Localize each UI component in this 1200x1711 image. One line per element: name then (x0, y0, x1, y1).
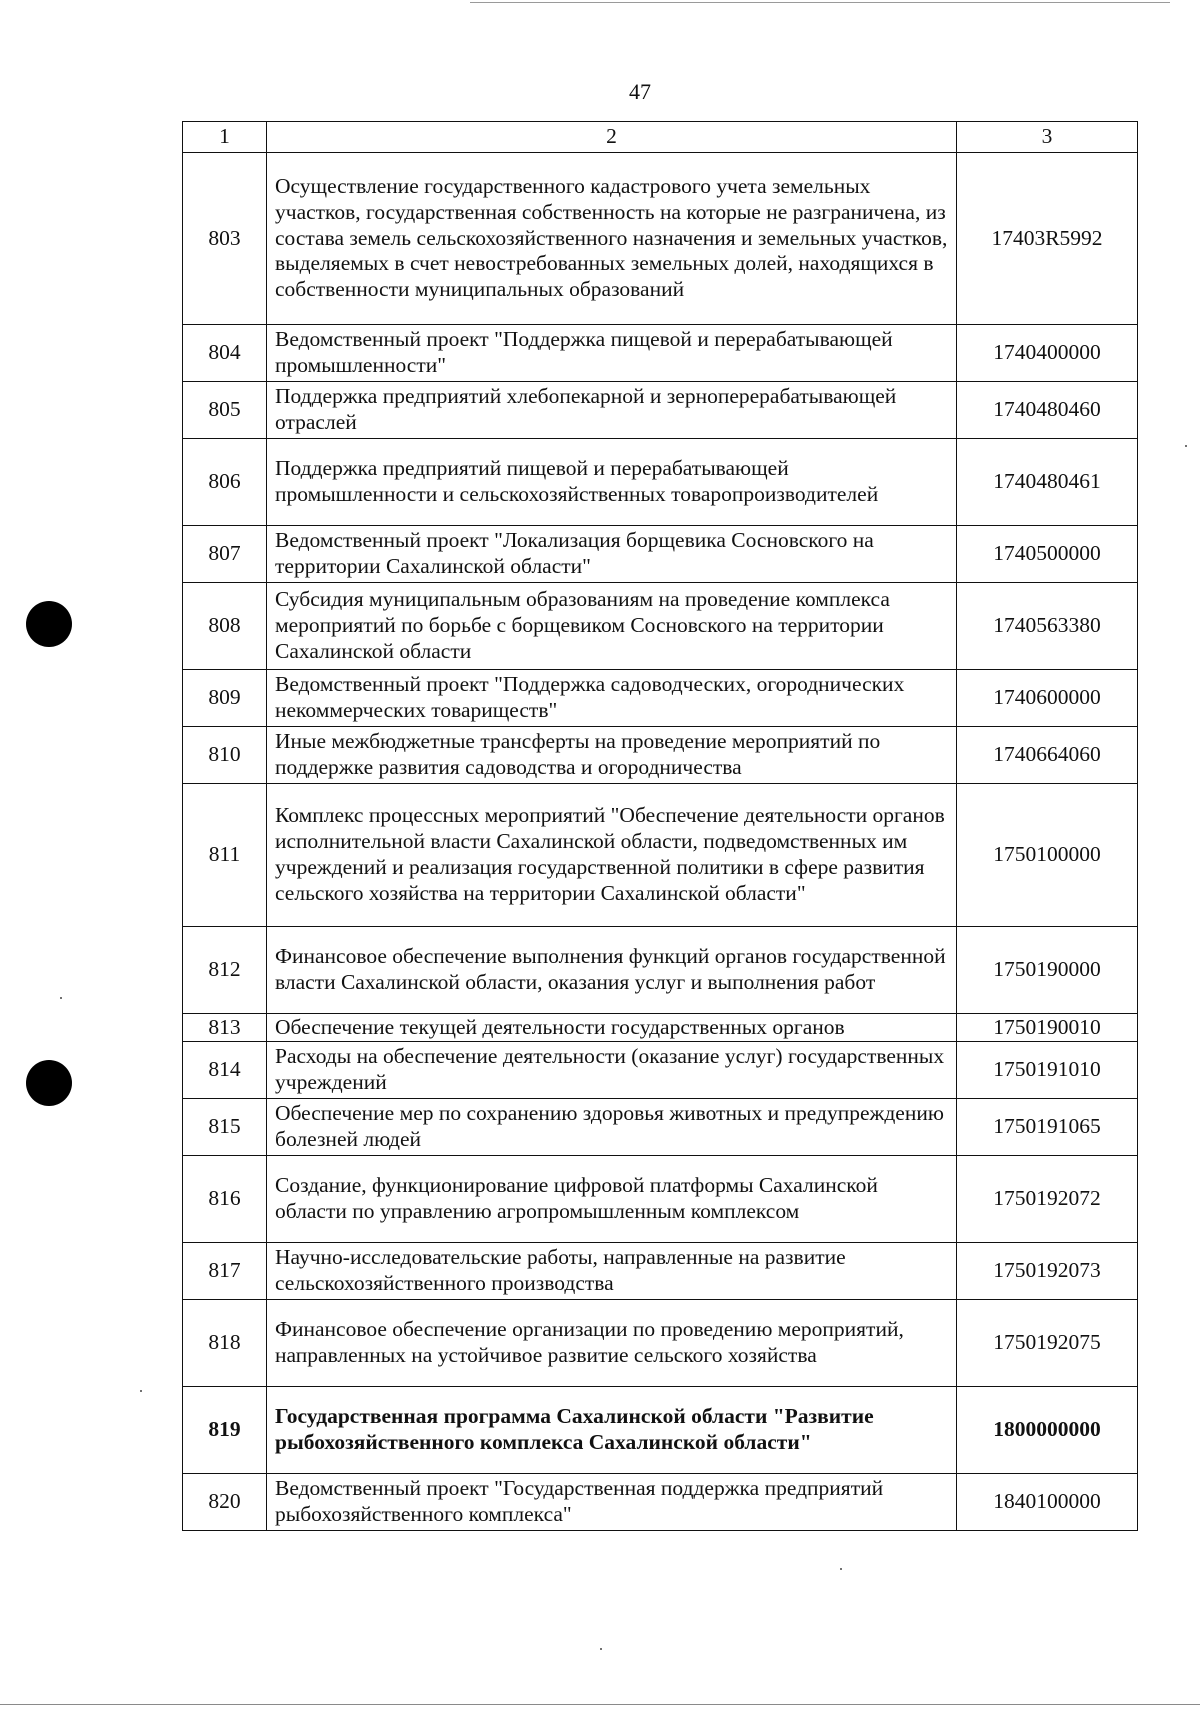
row-code-cell: 17403R5992 (957, 153, 1138, 325)
table-row (183, 439, 1138, 526)
punch-hole-mark (26, 1060, 72, 1106)
row-code-cell: 1750192073 (957, 1243, 1138, 1300)
column-header-1: 1 (183, 122, 267, 153)
row-number-cell: 808 (183, 583, 267, 670)
row-name-cell: Ведомственный проект "Локализация борщевика Сосновского на территории Сахалинской области" (267, 526, 957, 583)
row-code-cell: 1750191065 (957, 1099, 1138, 1156)
row-number-cell: 811 (183, 784, 267, 927)
table-row (183, 1014, 1138, 1042)
table-row (183, 583, 1138, 670)
row-name-cell: Ведомственный проект "Государственная поддержка предприятий рыбохозяйственного комплекса" (267, 1474, 957, 1531)
row-code-cell: 1740563380 (957, 583, 1138, 670)
table-row (183, 1042, 1138, 1099)
row-name-cell: Ведомственный проект "Поддержка садоводческих, огороднических некоммерческих товариществ" (267, 670, 957, 727)
row-number-cell: 805 (183, 382, 267, 439)
table-row (183, 1474, 1138, 1531)
column-header-3: 3 (957, 122, 1138, 153)
row-number-cell: 817 (183, 1243, 267, 1300)
row-code-cell: 1750191010 (957, 1042, 1138, 1099)
table-row (183, 727, 1138, 784)
scan-top-edge-line (470, 2, 1170, 3)
row-code-cell: 1750190000 (957, 927, 1138, 1014)
row-code-cell: 1840100000 (957, 1474, 1138, 1531)
punch-hole-mark (26, 601, 72, 647)
row-name-cell: Иные межбюджетные трансферты на проведение мероприятий по поддержке развития садоводства и огородничества (267, 727, 957, 784)
table-row (183, 1300, 1138, 1387)
row-code-cell: 1750192075 (957, 1300, 1138, 1387)
table-row (183, 1243, 1138, 1300)
row-code-cell: 1740480460 (957, 382, 1138, 439)
row-number-cell: 816 (183, 1156, 267, 1243)
row-name-cell: Научно-исследовательские работы, направленные на развитие сельскохозяйственного производства (267, 1243, 957, 1300)
row-name-cell: Финансовое обеспечение выполнения функций органов государственной власти Сахалинской области, оказания услуг и выполнения работ (267, 927, 957, 1014)
row-number-cell: 806 (183, 439, 267, 526)
row-code-cell: 1740664060 (957, 727, 1138, 784)
table-row (183, 784, 1138, 927)
row-name-cell: Создание, функционирование цифровой платформы Сахалинской области по управлению агропромышленным комплексом (267, 1156, 957, 1243)
table-row (183, 1387, 1138, 1474)
row-code-cell: 1740600000 (957, 670, 1138, 727)
row-name-cell: Расходы на обеспечение деятельности (оказание услуг) государственных учреждений (267, 1042, 957, 1099)
row-number-cell: 818 (183, 1300, 267, 1387)
scan-speck (840, 1568, 842, 1570)
row-name-cell: Государственная программа Сахалинской области "Развитие рыбохозяйственного комплекса Сахалинской области" (267, 1387, 957, 1474)
scan-speck (140, 1390, 142, 1392)
row-code-cell: 1800000000 (957, 1387, 1138, 1474)
table-row (183, 1099, 1138, 1156)
table-row (183, 382, 1138, 439)
scan-speck (600, 1648, 602, 1650)
table-row (183, 325, 1138, 382)
row-number-cell: 812 (183, 927, 267, 1014)
row-number-cell: 803 (183, 153, 267, 325)
row-code-cell: 1740500000 (957, 526, 1138, 583)
row-name-cell: Ведомственный проект "Поддержка пищевой и перерабатывающей промышленности" (267, 325, 957, 382)
row-number-cell: 807 (183, 526, 267, 583)
row-name-cell: Поддержка предприятий хлебопекарной и зерноперерабатывающей отраслей (267, 382, 957, 439)
row-name-cell: Обеспечение текущей деятельности государственных органов (267, 1014, 957, 1042)
table-header-row (183, 122, 1138, 153)
row-number-cell: 804 (183, 325, 267, 382)
scan-bottom-edge-line (0, 1704, 1200, 1705)
row-number-cell: 819 (183, 1387, 267, 1474)
row-number-cell: 810 (183, 727, 267, 784)
row-number-cell: 815 (183, 1099, 267, 1156)
row-name-cell: Поддержка предприятий пищевой и перерабатывающей промышленности и сельскохозяйственных товаропроизводителей (267, 439, 957, 526)
row-code-cell: 1750190010 (957, 1014, 1138, 1042)
row-code-cell: 1750100000 (957, 784, 1138, 927)
page-number: 47 (629, 79, 651, 104)
row-code-cell: 1740480461 (957, 439, 1138, 526)
scan-speck (1185, 445, 1187, 447)
row-code-cell: 1740400000 (957, 325, 1138, 382)
table-row (183, 1156, 1138, 1243)
table-row (183, 153, 1138, 325)
row-name-cell: Финансовое обеспечение организации по проведению мероприятий, направленных на устойчивое развитие сельского хозяйства (267, 1300, 957, 1387)
row-name-cell: Комплекс процессных мероприятий "Обеспечение деятельности органов исполнительной власти Сахалинской области, подведомственных им учреждений и реализация государственной политики в сфере развития сельского хозяйства на территории Сахалинской области" (267, 784, 957, 927)
budget-classification-table (182, 121, 1138, 1531)
row-number-cell: 813 (183, 1014, 267, 1042)
row-code-cell: 1750192072 (957, 1156, 1138, 1243)
scan-speck (60, 997, 62, 999)
row-name-cell: Обеспечение мер по сохранению здоровья животных и предупреждению болезней людей (267, 1099, 957, 1156)
table-row (183, 927, 1138, 1014)
row-number-cell: 809 (183, 670, 267, 727)
row-number-cell: 820 (183, 1474, 267, 1531)
table-row (183, 670, 1138, 727)
row-name-cell: Субсидия муниципальным образованиям на проведение комплекса мероприятий по борьбе с борщевиком Сосновского на территории Сахалинской области (267, 583, 957, 670)
table-row (183, 526, 1138, 583)
row-number-cell: 814 (183, 1042, 267, 1099)
row-name-cell: Осуществление государственного кадастрового учета земельных участков, государственная собственность на которые не разграничена, из состава земель сельскохозяйственного назначения и земельных участков, выделяемых в счет невостребованных земельных долей, находящихся в собственности муниципальных образований (267, 153, 957, 325)
column-header-2: 2 (267, 122, 957, 153)
